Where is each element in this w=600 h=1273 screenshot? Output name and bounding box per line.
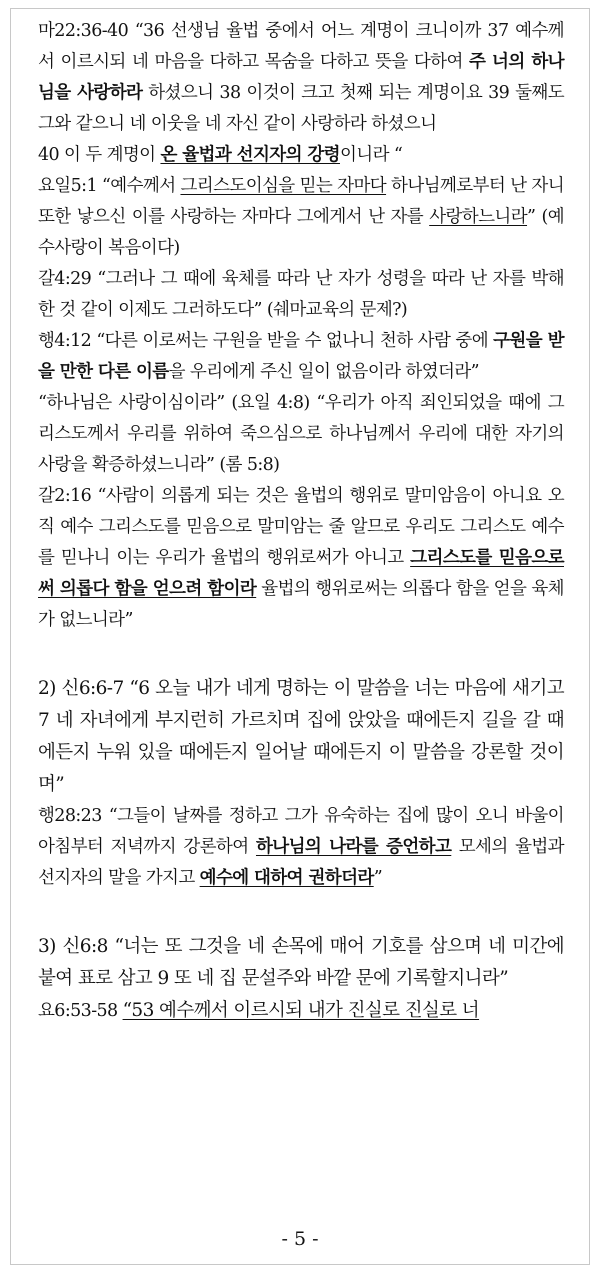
text-run: 하셨으니 38 이것이 크고 첫째 되는 계명이요 39 둘째도 그와 같으니 네 이웃을 네 자신 같이 사랑하라 하셨으니 — [38, 83, 565, 134]
page-number: - 5 - — [281, 1228, 319, 1250]
text-run: 마22:36-40 “36 선생님 율법 중에서 어느 계명이 크니이까 37 예수께서 이르시되 네 마음을 다하고 목숨을 다하고 뜻을 다하여 — [38, 21, 564, 72]
section-spacer — [38, 636, 564, 673]
paragraph-p7 — [38, 481, 564, 636]
paragraph-p4 — [38, 264, 564, 326]
emphasized-text: 그리스도를 믿음으로써 의롭다 함을 얻으려 함이라 — [38, 548, 564, 599]
section-spacer — [38, 894, 564, 931]
emphasized-text: 온 율법과 선지자의 강령 — [160, 145, 340, 165]
emphasized-text: “53 예수께서 이르시되 내가 진실로 진실로 너 — [122, 1000, 480, 1021]
text-run: ” (예수사랑이 복음이다) — [38, 207, 565, 258]
text-run: 행28:23 “그들이 날짜를 정하고 그가 유숙하는 집에 많이 오니 바울이 아침부터 저녁까지 강론하여 — [38, 806, 564, 857]
text-run: 이니라 “ — [339, 145, 403, 165]
paragraph-p10 — [38, 931, 564, 995]
text-run: “하나님은 사랑이심이라” (요일 4:8) “우리가 아직 죄인되었을 때에 그리스도께서 우리를 위하여 죽으심으로 하나님께서 우리에 대한 자기의 사랑을 확증하셨느니라” (롬 5:8) — [38, 393, 564, 475]
text-run: 주 너의 하나님을 사랑하라 — [38, 52, 564, 103]
text-run: 요일5:1 “예수께서 — [38, 176, 181, 196]
paragraph-p9 — [38, 801, 564, 894]
text-run: 40 이 두 계명이 — [38, 145, 161, 165]
text-run: 모세의 율법과 선지자의 말을 가지고 — [38, 837, 564, 888]
text-run: 하나님께로부터 난 자니 또한 낳으신 이를 사랑하는 자마다 그에게서 난 자를 — [38, 176, 565, 227]
paragraph-p1 — [38, 16, 564, 140]
text-run: 을 우리에게 주신 일이 없음이라 하였더라” — [168, 362, 479, 382]
text-run: 구원을 받을 만한 다른 이름 — [38, 331, 564, 382]
emphasized-text: 하나님의 나라를 증언하고 — [255, 837, 452, 857]
paragraph-p6 — [38, 388, 564, 481]
paragraph-p3 — [38, 171, 564, 264]
text-run: 요6:53-58 — [38, 1001, 123, 1021]
text-run: ” — [373, 868, 383, 888]
document-body — [38, 16, 564, 1027]
paragraph-p8 — [38, 673, 564, 801]
paragraph-p5 — [38, 326, 564, 388]
text-run: 2) 신6:6-7 “6 오늘 내가 네게 명하는 이 말씀을 너는 마음에 새기고 7 네 자녀에게 부지런히 가르치며 집에 앉았을 때에든지 길을 갈 때에든지 누워 있을 때에든지 일어날 때에든지 이 말씀을 강론할 것이며” — [38, 678, 564, 795]
emphasized-text: 예수에 대하여 권하더라 — [199, 868, 374, 888]
emphasized-text: 사랑하느니라 — [429, 207, 528, 227]
paragraph-p11 — [38, 995, 564, 1027]
text-run: 행4:12 “다른 이로써는 구원을 받을 수 없나니 천하 사람 중에 — [38, 331, 494, 351]
text-run: 율법의 행위로써는 의롭다 함을 얻을 육체가 없느니라” — [38, 579, 564, 630]
text-run: 3) 신6:8 “너는 또 그것을 네 손목에 매어 기호를 삼으며 네 미간에 붙여 표로 삼고 9 또 네 집 문설주와 바깥 문에 기록할지니라” — [38, 936, 564, 989]
emphasized-text: 그리스도이심을 믿는 자마다 — [180, 176, 387, 196]
text-run: 갈2:16 “사람이 의롭게 되는 것은 율법의 행위로 말미암음이 아니요 오직 예수 그리스도를 믿음으로 말미암는 줄 알므로 우리도 그리스도 예수를 믿나니 이는 우리가 율법의 행위로써가 아니고 — [38, 486, 564, 568]
text-run: 갈4:29 “그러나 그 때에 육체를 따라 난 자가 성령을 따라 난 자를 박해한 것 같이 이제도 그러하도다” (쉐마교육의 문제?) — [38, 269, 564, 320]
paragraph-p2 — [38, 140, 564, 171]
